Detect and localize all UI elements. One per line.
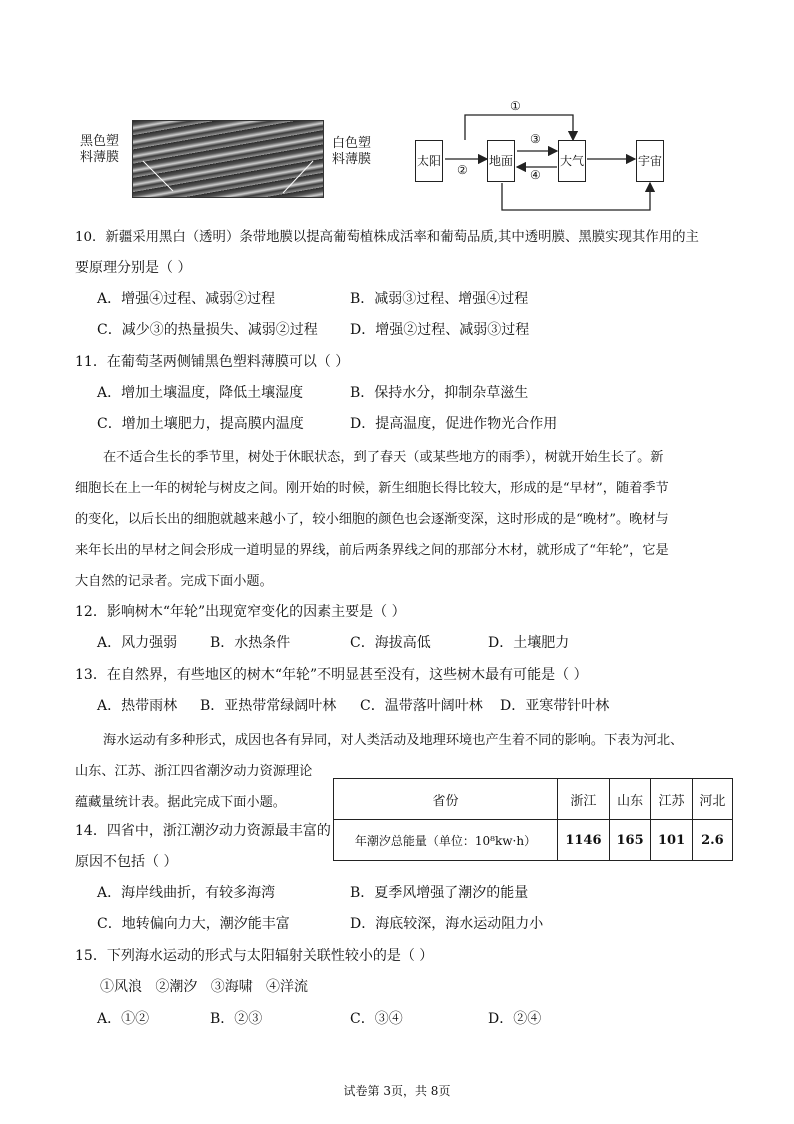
table-cell: 101 <box>651 820 692 861</box>
table-cell: 2.6 <box>692 820 732 861</box>
table-header-cell: 河北 <box>692 779 732 820</box>
q12-option-c[interactable]: C．海拔高低 <box>350 635 431 651</box>
q15-option-c[interactable]: C．③④ <box>350 1011 403 1027</box>
passage-line: 在不适合生长的季节里，树处于休眠状态，到了春天（或某些地方的雨季），树就开始生长了。新 <box>103 450 664 465</box>
q14-stem-line2: 原因不包括（ ） <box>75 854 178 870</box>
table-header-cell: 省份 <box>334 779 558 820</box>
box-ground: 地面 <box>487 140 515 182</box>
q10-option-d[interactable]: D．增强②过程、减弱③过程 <box>350 322 530 338</box>
process-3-label: ③ <box>530 132 541 146</box>
q14-option-d[interactable]: D．海底较深，海水运动阻力小 <box>350 916 544 932</box>
q12-option-b[interactable]: B．水热条件 <box>210 635 291 651</box>
q14-option-c[interactable]: C．地转偏向力大，潮汐能丰富 <box>97 916 290 932</box>
q15-option-b[interactable]: B．②③ <box>210 1011 263 1027</box>
q15-option-d[interactable]: D．②④ <box>488 1011 542 1027</box>
q14-option-a[interactable]: A．海岸线曲折，有较多海湾 <box>97 885 276 901</box>
passage-tides-line3: 蕴藏量统计表。据此完成下面小题。 <box>75 795 286 810</box>
q10-option-a[interactable]: A．增强④过程、减弱②过程 <box>97 291 276 307</box>
process-2-label: ② <box>457 163 468 177</box>
q12-stem: 12．影响树木“年轮”出现宽窄变化的因素主要是（ ） <box>75 604 406 620</box>
q11-option-a[interactable]: A．增加土壤温度，降低土壤湿度 <box>97 385 304 401</box>
q15-items: ①风浪 ②潮汐 ③海啸 ④洋流 <box>100 979 309 995</box>
q10-stem-line1: 10．新疆采用黑白（透明）条带地膜以提高葡萄植株成活率和葡萄品质,其中透明膜、黑膜实现其作用的主 <box>75 230 699 245</box>
q11-option-c[interactable]: C．增加土壤肥力，提高膜内温度 <box>97 416 304 432</box>
q10-stem-line2: 要原理分别是（ ） <box>75 260 192 276</box>
label-black-film: 黑色塑料薄膜 <box>80 134 120 165</box>
plastic-film-photo <box>132 120 324 198</box>
box-universe: 宇宙 <box>636 140 664 182</box>
q15-option-a[interactable]: A．①② <box>97 1011 150 1027</box>
tidal-energy-table <box>333 778 733 861</box>
table-header-cell: 浙江 <box>558 779 610 820</box>
page-footer: 试卷第 3页，共 8页 <box>343 1084 451 1098</box>
passage-line: 的变化，以后长出的细胞就越来越小了，较小细胞的颜色也会逐渐变深，这时形成的是“晚材”。晚材与 <box>75 512 669 527</box>
q13-option-c[interactable]: C．温带落叶阔叶林 <box>360 698 483 714</box>
q10-option-c[interactable]: C．减少③的热量损失、减弱②过程 <box>97 322 318 338</box>
q11-stem: 11．在葡萄茎两侧铺黑色塑料薄膜可以（ ） <box>75 354 350 370</box>
passage-line: 细胞长在上一年的树轮与树皮之间。刚开始的时候，新生细胞长得比较大，形成的是“早材”，随着季节 <box>75 481 669 496</box>
q14-stem-line1: 14．四省中，浙江潮汐动力资源最丰富的 <box>75 823 331 839</box>
passage-tides-line1: 海水运动有多种形式，成因也各有异同，对人类活动及地理环境也产生着不同的影响。下表为河北、 <box>103 733 684 748</box>
q12-option-a[interactable]: A．风力强弱 <box>97 635 178 651</box>
passage-tree-rings <box>75 442 725 597</box>
table-header-cell: 江苏 <box>651 779 692 820</box>
table-row-label: 年潮汐总能量（单位：10⁸kw·h） <box>334 820 558 861</box>
table-cell: 1146 <box>558 820 610 861</box>
table-row <box>334 820 733 861</box>
q13-stem: 13．在自然界，有些地区的树木“年轮”不明显甚至没有，这些树木最有可能是（ ） <box>75 667 588 683</box>
table-header-row <box>334 779 733 820</box>
table-header-cell: 山东 <box>609 779 650 820</box>
passage-line: 来年长出的早材之间会形成一道明显的界线，前后两条界线之间的那部分木材，就形成了“年轮”，它是 <box>75 543 669 558</box>
label-white-film: 白色塑料薄膜 <box>332 136 372 167</box>
q11-option-d[interactable]: D．提高温度，促进作物光合作用 <box>350 416 558 432</box>
q13-option-d[interactable]: D．亚寒带针叶林 <box>500 698 610 714</box>
process-4-label: ④ <box>530 168 541 182</box>
heat-flow-diagram <box>405 95 675 220</box>
q12-option-d[interactable]: D．土壤肥力 <box>488 635 570 651</box>
box-sun: 太阳 <box>415 140 443 182</box>
q13-option-b[interactable]: B．亚热带常绿阔叶林 <box>200 698 337 714</box>
passage-tides-line2: 山东、江苏、浙江四省潮汐动力资源理论 <box>75 764 313 779</box>
q10-option-b[interactable]: B．减弱③过程、增强④过程 <box>350 291 529 307</box>
passage-line: 大自然的记录者。完成下面小题。 <box>75 574 273 589</box>
table-cell: 165 <box>609 820 650 861</box>
q14-option-b[interactable]: B．夏季风增强了潮汐的能量 <box>350 885 529 901</box>
process-1-label: ① <box>510 99 521 113</box>
box-atmosphere: 大气 <box>558 140 586 182</box>
q15-stem: 15．下列海水运动的形式与太阳辐射关联性较小的是（ ） <box>75 948 434 964</box>
q11-option-b[interactable]: B．保持水分，抑制杂草滋生 <box>350 385 529 401</box>
q13-option-a[interactable]: A．热带雨林 <box>97 698 178 714</box>
